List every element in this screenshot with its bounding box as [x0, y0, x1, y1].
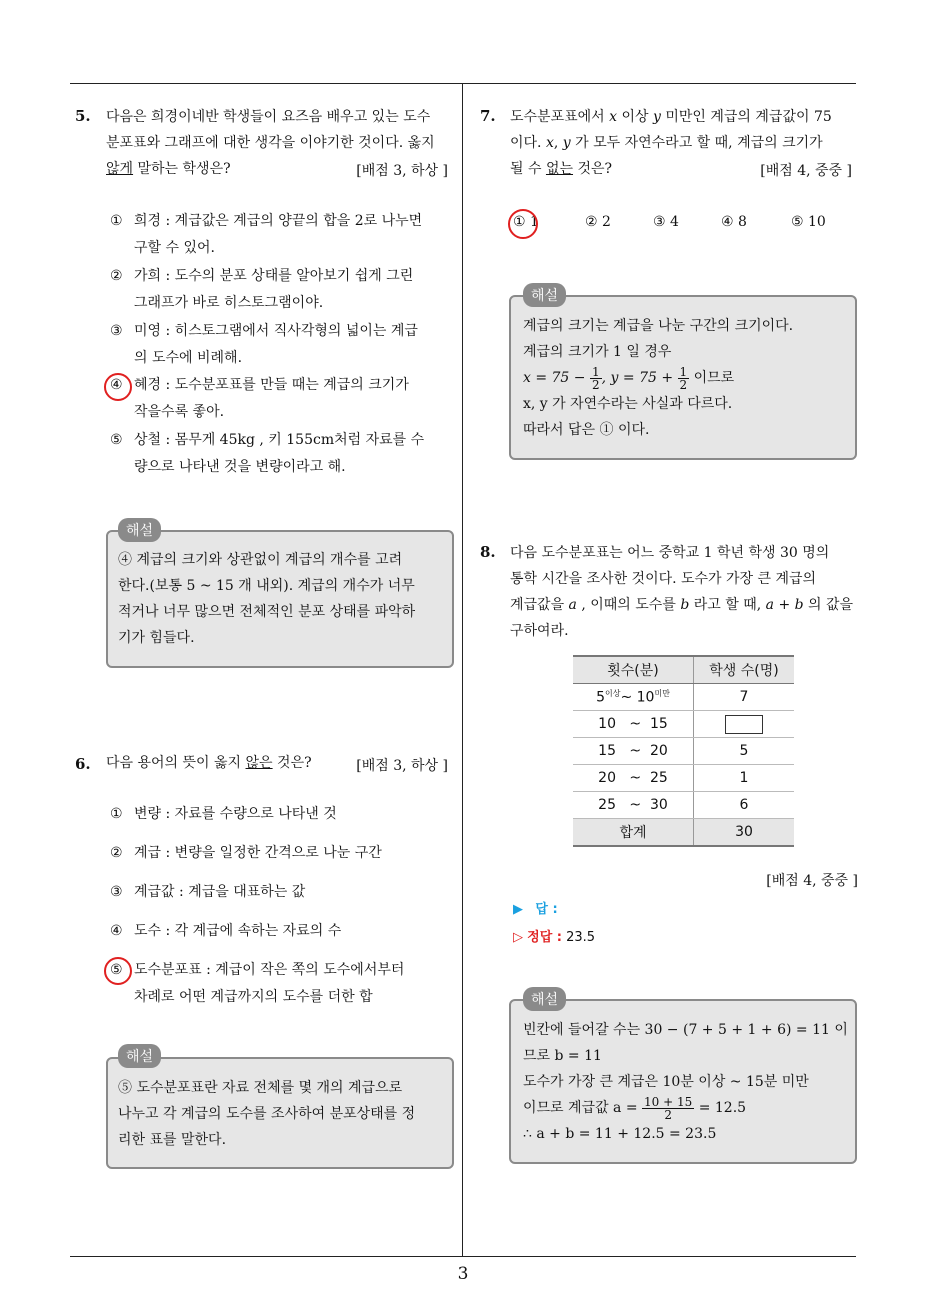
table-cell-range: [573, 765, 694, 792]
correct-arrow-icon: ▷: [513, 930, 523, 945]
q5-option-5-text2: 량으로 나타낸 것을 변량이라고 해.: [134, 459, 346, 475]
table-cell-count: 1: [694, 765, 795, 792]
table-cell-count: 7: [694, 684, 795, 711]
table-cell-count: 6: [694, 792, 795, 819]
q7-solution-line2: 계급의 크기가 1 일 경우: [523, 344, 672, 360]
q8-solution-tab: 해설: [523, 987, 566, 1011]
q7-solution-line3: [523, 365, 853, 391]
q8-frac: [642, 1096, 694, 1121]
q6-option-4[interactable]: [110, 918, 455, 945]
q6-answer-circle: [104, 957, 132, 985]
q5-line1: 다음은 희경이네반 학생들이 요즈음 배우고 있는 도수: [106, 109, 431, 125]
q5-option-5-mark: ⑤: [110, 432, 123, 448]
q7-frac-2: [678, 366, 690, 391]
answer-arrow-icon: ▶: [513, 902, 523, 917]
table-row: [573, 711, 794, 738]
q5-option-5[interactable]: [110, 427, 455, 481]
q7-sol-expr-c: 이므로: [689, 370, 735, 386]
q8-frac-num: 10 + 15: [644, 1094, 693, 1109]
q6-option-2-text: 계급 : 변량을 일정한 간격으로 나눈 구간: [134, 845, 382, 861]
q8-l3c: 라고 할 때,: [689, 597, 766, 613]
range-lo: 5: [596, 689, 605, 706]
table-header-time: 횟수(분): [573, 656, 694, 684]
q7-var-y: y: [652, 109, 661, 125]
q5-option-4-mark: ④: [110, 377, 123, 393]
q5-option-1-mark: ①: [110, 213, 123, 229]
q6-option-5-text2: 차례로 어떤 계급까지의 도수를 더한 합: [134, 989, 373, 1005]
q5-option-5-text: 상철 : 몸무게 45kg , 키 155cm처럼 자료를 수: [134, 432, 425, 448]
q8-correct-row: [513, 926, 595, 945]
range-hi: 10: [636, 689, 655, 706]
q5-option-2[interactable]: [110, 263, 455, 317]
range-hi: 15: [650, 716, 668, 732]
q5-option-4-text2: 작을수록 좋아.: [134, 404, 225, 420]
table-cell-range: [573, 684, 694, 711]
q6-score: [배점 3, 하상 ]: [356, 758, 448, 774]
q5-solution-line2: 한다.(보통 5 ~ 15 개 내외). 계급의 개수가 너무: [118, 578, 415, 594]
q5-line2: 분포표와 그래프에 대한 생각을 이야기한 것이다. 옳지: [106, 135, 435, 151]
q8-answer-row: [513, 898, 558, 917]
q8-var-b: b: [680, 597, 690, 613]
q7-frac-2-den: 2: [679, 377, 688, 392]
q5-option-2-mark: ②: [110, 268, 123, 284]
table-total-row: [573, 819, 794, 847]
table-row: [573, 684, 794, 711]
range-lo: 25: [598, 797, 616, 813]
q8-sol-expr-b: = 12.5: [694, 1100, 747, 1116]
q7-option-5[interactable]: ⑤ 10: [791, 214, 826, 230]
q8-l3a: 계급값을: [510, 597, 569, 613]
q8-l3d: 의 값을: [803, 597, 854, 613]
q7-option-2[interactable]: ② 2: [585, 214, 611, 230]
q7-solution-text: [523, 313, 853, 443]
q7-frac-1-den: 2: [591, 377, 600, 392]
q5-solution-text: [118, 547, 448, 651]
q5-option-3-text2: 의 도수에 비례해.: [134, 350, 243, 366]
correct-label: 정답 :: [527, 930, 562, 945]
blank-answer-box[interactable]: [725, 715, 763, 734]
q6-solution-text: [118, 1075, 448, 1153]
bottom-rule: [70, 1256, 856, 1257]
q5-option-3[interactable]: [110, 318, 455, 372]
q5-solution-tab: 해설: [118, 518, 161, 542]
q6-number: 6.: [75, 755, 91, 773]
q7-option-4[interactable]: ④ 8: [721, 214, 747, 230]
top-rule: [70, 83, 856, 84]
table-cell-count: 5: [694, 738, 795, 765]
q6-option-1-text: 변량 : 자료를 수량으로 나타낸 것: [134, 806, 337, 822]
q7-frac-1: [590, 366, 602, 391]
q5-option-4[interactable]: [110, 372, 455, 426]
q7-options: [513, 214, 853, 230]
table-header-count: 학생 수(명): [694, 656, 795, 684]
q6-option-5[interactable]: [110, 957, 455, 1011]
q8-solution-line1: 빈칸에 들어갈 수는 30 − (7 + 5 + 1 + 6) = 11 이: [523, 1022, 848, 1038]
table-header-row: [573, 656, 794, 684]
q5-option-1[interactable]: [110, 208, 455, 262]
range-hi: 25: [650, 770, 668, 786]
q5-underline-word: 않게: [106, 161, 134, 177]
q8-line4: 구하여라.: [510, 623, 569, 639]
q7-l2b: 가 모두 자연수라고 할 때, 계급의 크기가: [570, 135, 823, 151]
q8-solution-line2: 므로 b = 11: [523, 1048, 602, 1064]
q6-option-1[interactable]: [110, 801, 455, 828]
q5-solution-line1: ④ 계급의 크기와 상관없이 계급의 개수를 고려: [118, 552, 403, 568]
q7-frac-2-num: 1: [679, 364, 688, 379]
q6-option-3-text: 계급값 : 계급을 대표하는 값: [134, 884, 306, 900]
q7-option-3[interactable]: ③ 4: [653, 214, 679, 230]
q5-option-1-text: 희경 : 계급값은 계급의 양끝의 합을 2로 나누면: [134, 213, 423, 229]
range-hi: 30: [650, 797, 668, 813]
q8-number: 8.: [480, 543, 496, 561]
q7-var-x: x: [609, 109, 618, 125]
q7-l2a: 이다.: [510, 135, 546, 151]
q5-option-2-text: 가희 : 도수의 분포 상태를 알아보기 쉽게 그린: [134, 268, 414, 284]
q6-option-3[interactable]: [110, 879, 455, 906]
q6-option-1-mark: ①: [110, 806, 123, 822]
range-tilde: ~: [629, 797, 642, 813]
range-lo-sup: 이상: [604, 689, 621, 699]
range-tilde: ~: [629, 743, 642, 759]
q7-l1c: 미만인 계급의 계급값이 75: [660, 109, 832, 125]
table-row: [573, 765, 794, 792]
q5-answer-circle: [104, 373, 132, 401]
q6-option-4-mark: ④: [110, 923, 123, 939]
q5-solution-line3: 적거나 너무 많으면 전체적인 분포 상태를 파악하: [118, 604, 416, 620]
frequency-table: [573, 655, 794, 847]
table-cell-range: [573, 711, 694, 738]
q6-stem: [106, 750, 346, 776]
q7-score: [배점 4, 중중 ]: [760, 163, 852, 179]
q6-underline-word: 않은: [245, 755, 273, 771]
q6-option-3-mark: ③: [110, 884, 123, 900]
q5-option-1-text2: 구할 수 있어.: [134, 240, 215, 256]
range-hi: 20: [650, 743, 668, 759]
q7-solution-line1: 계급의 크기는 계급을 나눈 구간의 크기이다.: [523, 318, 794, 334]
range-tilde: ~: [620, 689, 633, 706]
q7-answer-circle: [508, 209, 538, 239]
q7-var-x2: x: [545, 135, 554, 151]
q5-option-3-text: 미영 : 히스토그램에서 직사각형의 넓이는 계급: [134, 323, 418, 339]
range-tilde: ~: [629, 770, 642, 786]
q7-option-1[interactable]: ① 1: [513, 214, 539, 230]
q7-sol-expr-b: , y = 75 +: [601, 370, 678, 386]
q5-solution-line4: 기가 힘들다.: [118, 630, 195, 646]
q5-line3-rest: 말하는 학생은?: [133, 161, 231, 177]
table-total-label: 합계: [573, 819, 694, 847]
q6-solution-line2: 나누고 각 계급의 도수를 조사하여 분포상태를 정: [118, 1106, 416, 1122]
q6-option-5-text: 도수분포표 : 계급이 작은 쪽의 도수에서부터: [134, 962, 405, 978]
range-lo: 10: [598, 716, 616, 732]
q8-line3: [510, 592, 860, 618]
q7-l3b: 것은?: [573, 161, 613, 177]
table-row: [573, 792, 794, 819]
q5-option-2-text2: 그래프가 바로 히스토그램이야.: [134, 295, 324, 311]
q6-solution-line1: ⑤ 도수분포표란 자료 전체를 몇 개의 계급으로: [118, 1080, 403, 1096]
q8-line1: 다음 도수분포표는 어느 중학교 1 학년 학생 30 명의: [510, 545, 830, 561]
q8-solution-line4: [523, 1095, 853, 1121]
q8-score: [배점 4, 중중 ]: [766, 873, 858, 889]
column-divider: [462, 83, 463, 1256]
q7-l2sep: ,: [553, 135, 563, 151]
q8-l3b: , 이때의 도수를: [576, 597, 681, 613]
q6-stem-post: 것은?: [272, 755, 312, 771]
page-number: 3: [457, 1264, 469, 1284]
q7-var-y2: y: [562, 135, 571, 151]
q8-var-a: a: [568, 597, 577, 613]
q7-solution-line4: x, y 가 자연수라는 사실과 다르다.: [523, 396, 733, 412]
q7-sol-expr-a: x = 75 −: [523, 370, 590, 386]
q6-solution-tab: 해설: [118, 1044, 161, 1068]
q5-number: 5.: [75, 107, 91, 125]
q8-frac-den: 2: [664, 1107, 672, 1122]
q7-solution-line5: 따라서 답은 ① 이다.: [523, 422, 650, 438]
q8-line2: 통학 시간을 조사한 것이다. 도수가 가장 큰 계급의: [510, 571, 817, 587]
q5-score: [배점 3, 하상 ]: [356, 163, 448, 179]
table-total-value: 30: [694, 819, 795, 847]
q6-option-4-text: 도수 : 각 계급에 속하는 자료의 수: [134, 923, 342, 939]
q7-l1b: 이상: [617, 109, 653, 125]
q5-option-3-mark: ③: [110, 323, 123, 339]
q7-underline-word: 없는: [545, 161, 574, 177]
q8-expr: a + b: [765, 597, 804, 613]
q8-solution-line3: 도수가 가장 큰 계급은 10분 이상 ~ 15분 미만: [523, 1074, 809, 1090]
q7-frac-1-num: 1: [591, 364, 600, 379]
answer-label: 답 :: [535, 902, 558, 917]
q8-stem: [510, 540, 860, 644]
q6-option-2-mark: ②: [110, 845, 123, 861]
q7-l1a: 도수분포표에서: [510, 109, 610, 125]
table-cell-blank: [694, 711, 795, 738]
range-hi-sup: 미만: [654, 689, 670, 699]
table-cell-range: [573, 792, 694, 819]
q6-option-5-mark: ⑤: [110, 962, 123, 978]
range-tilde: ~: [629, 716, 642, 732]
table-cell-range: [573, 738, 694, 765]
q6-option-2[interactable]: [110, 840, 455, 867]
q8-solution-line5: ∴ a + b = 11 + 12.5 = 23.5: [523, 1126, 717, 1142]
q6-solution-line3: 리한 표를 말한다.: [118, 1132, 227, 1148]
q6-stem-pre: 다음 용어의 뜻이 옳지: [106, 755, 246, 771]
range-lo: 20: [598, 770, 616, 786]
correct-value: 23.5: [566, 930, 596, 945]
range-lo: 15: [598, 743, 616, 759]
q7-solution-tab: 해설: [523, 283, 566, 307]
q7-number: 7.: [480, 107, 496, 125]
q8-sol-expr-a: 이므로 계급값 a =: [523, 1100, 643, 1116]
q5-option-4-text: 혜경 : 도수분포표를 만들 때는 계급의 크기가: [134, 377, 409, 393]
table-row: [573, 738, 794, 765]
q8-solution-text: [523, 1017, 853, 1147]
q7-l3a: 될 수: [510, 161, 546, 177]
